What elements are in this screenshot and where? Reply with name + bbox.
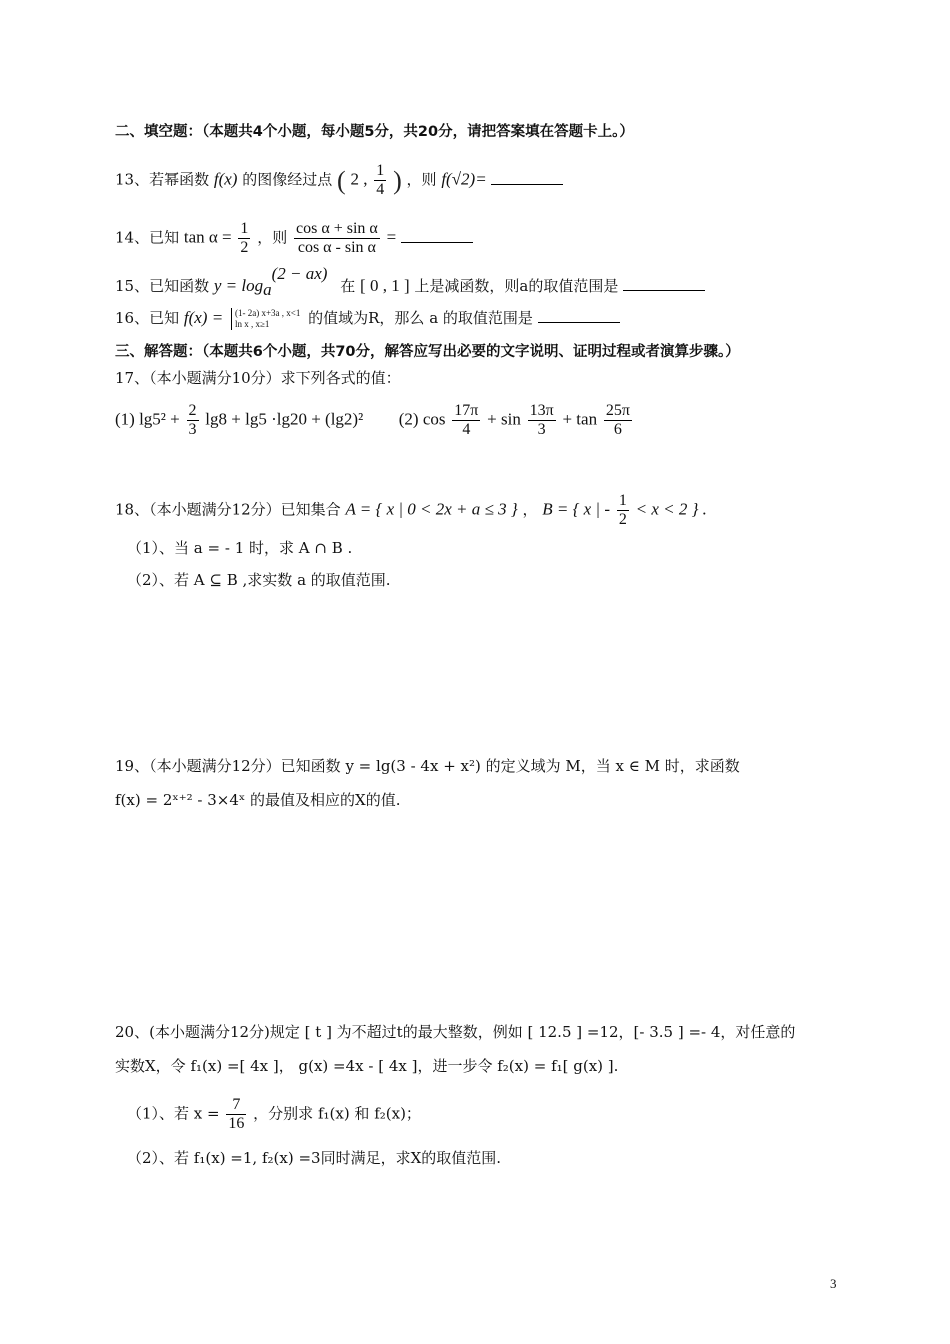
- q20-sub1-frac: $\frac{7}{16}$: [228, 1096, 245, 1132]
- q18-set-a: A = { x | 0 < 2x + a ≤ 3 }: [345, 499, 518, 519]
- q16-rest: 的值域为R，那么 a 的取值范围是: [308, 309, 533, 327]
- q17-part2-frac3: $\frac{25\pi}{6}$: [605, 402, 630, 438]
- q18-set-b-b: < x < 2 } .: [635, 499, 707, 519]
- q13-point-x: 2 ,: [350, 169, 368, 189]
- q17-part2-c: + tan: [562, 409, 598, 429]
- q14-label: 14、已知: [115, 228, 180, 247]
- q14-eq: =: [386, 227, 397, 247]
- q17-part2-b: + sin: [487, 409, 521, 429]
- q15-interval: [ 0 , 1 ]: [360, 276, 410, 295]
- question-17-parts: [115, 402, 634, 439]
- q15-answer-blank: [623, 290, 705, 291]
- q16-answer-blank: [538, 322, 620, 323]
- q15-fn: y = log: [213, 276, 264, 295]
- q17-part1-a: (1) lg5² +: [115, 409, 180, 429]
- q17-part1-b: lg8 + lg5 ·lg20 + (lg2)²: [205, 409, 364, 429]
- q14-answer-blank: [401, 242, 473, 243]
- q16-fx: f(x) =: [183, 308, 224, 327]
- q20-line1: 20、(本小题满分12分)规定 [ t ] 为不超过t的最大整数，例如 [ 12.5 ] =12，[- 3.5 ] =- 4，对任意的: [115, 1023, 796, 1041]
- q13-f-arg: f(√2)=: [441, 169, 487, 189]
- q17-part2-frac1: $\frac{17\pi}{4}$: [454, 402, 479, 438]
- question-18: [115, 492, 707, 529]
- q15-on: 在: [340, 277, 356, 295]
- q13-rparen: ): [393, 165, 402, 195]
- q18-sub2: （2）、若 A ⊆ B ,求实数 a 的取值范围.: [127, 571, 391, 589]
- q13-mid: 的图像经过点: [242, 170, 333, 189]
- section-2-heading: 二、填空题：（本题共4个小题，每小题5分，共20分，请把答案填在答题卡上。）: [115, 124, 634, 140]
- q14-then: ，则: [257, 228, 288, 247]
- question-13: [115, 162, 563, 199]
- q15-base: a: [263, 280, 272, 299]
- q15-rest: 上是减函数，则a的取值范围是: [414, 277, 619, 295]
- question-14: [115, 220, 473, 257]
- q17-part2-frac2: $\frac{13\pi}{3}$: [529, 402, 554, 438]
- q13-answer-blank: [491, 184, 563, 185]
- page-number: 3: [830, 1276, 837, 1291]
- q16-piecewise: (1- 2a) x+3a , x<1 ln x , x≥1: [231, 308, 300, 330]
- q14-expression: $\frac{\text{cos α + sin α}}{\text{cos α - sin α}}$: [296, 220, 378, 256]
- q17-part2-a: (2) cos: [398, 409, 446, 429]
- q13-label: 13、若幂函数: [115, 170, 210, 189]
- q19-line1: 19、（本小题满分12分）已知函数 y = lg(3 - 4x + x²) 的定义域为 M，当 x ∈ M 时，求函数: [115, 757, 740, 775]
- q18-set-b-frac: $\frac{1}{2}$: [618, 492, 627, 528]
- q17-part1-frac: $\frac{2}{3}$: [188, 402, 197, 438]
- q16-label: 16、已知: [115, 309, 180, 327]
- q20-line2: 实数X，令 f₁(x) =[ 4x ]， g(x) =4x - [ 4x ]，进一步令 f₂(x) = f₁[ g(x) ].: [115, 1057, 619, 1075]
- section-3-heading: 三、解答题：（本题共6个小题，共70分，解答应写出必要的文字说明、证明过程或者演算步骤。）: [115, 344, 740, 360]
- q14-tan-frac: $\frac{1}{2}$: [240, 220, 249, 256]
- question-16: [115, 308, 620, 330]
- q19-line2: f(x) = 2ˣ⁺² - 3×4ˣ 的最值及相应的X的值.: [115, 791, 401, 809]
- q18-sub1: （1）、当 a = - 1 时，求 A ∩ B .: [127, 539, 353, 557]
- q13-point-frac: $\frac{1}{4}$: [376, 162, 385, 198]
- q15-label: 15、已知函数: [115, 277, 210, 295]
- q13-then: ，则: [406, 170, 437, 189]
- q15-argument: (2 − ax): [271, 264, 328, 283]
- q20-sub2: （2）、若 f₁(x) =1, f₂(x) =3同时满足，求X的取值范围.: [127, 1149, 502, 1167]
- question-17-title: 17、（本小题满分10分）求下列各式的值：: [115, 369, 401, 387]
- q14-tan: tan α =: [183, 227, 232, 247]
- question-15: [115, 264, 705, 300]
- q18-set-b-a: B = { x | -: [542, 499, 611, 519]
- q13-fx: f(x): [213, 169, 238, 189]
- q18-label: 18、（本小题满分12分）已知集合: [115, 500, 341, 519]
- q18-comma: ，: [522, 500, 538, 519]
- q13-lparen: (: [337, 165, 346, 195]
- q20-sub1: （1）、若 x = $\frac{7}{16}$ ，分别求 f₁(x) 和 f₂(x)；: [127, 1096, 421, 1132]
